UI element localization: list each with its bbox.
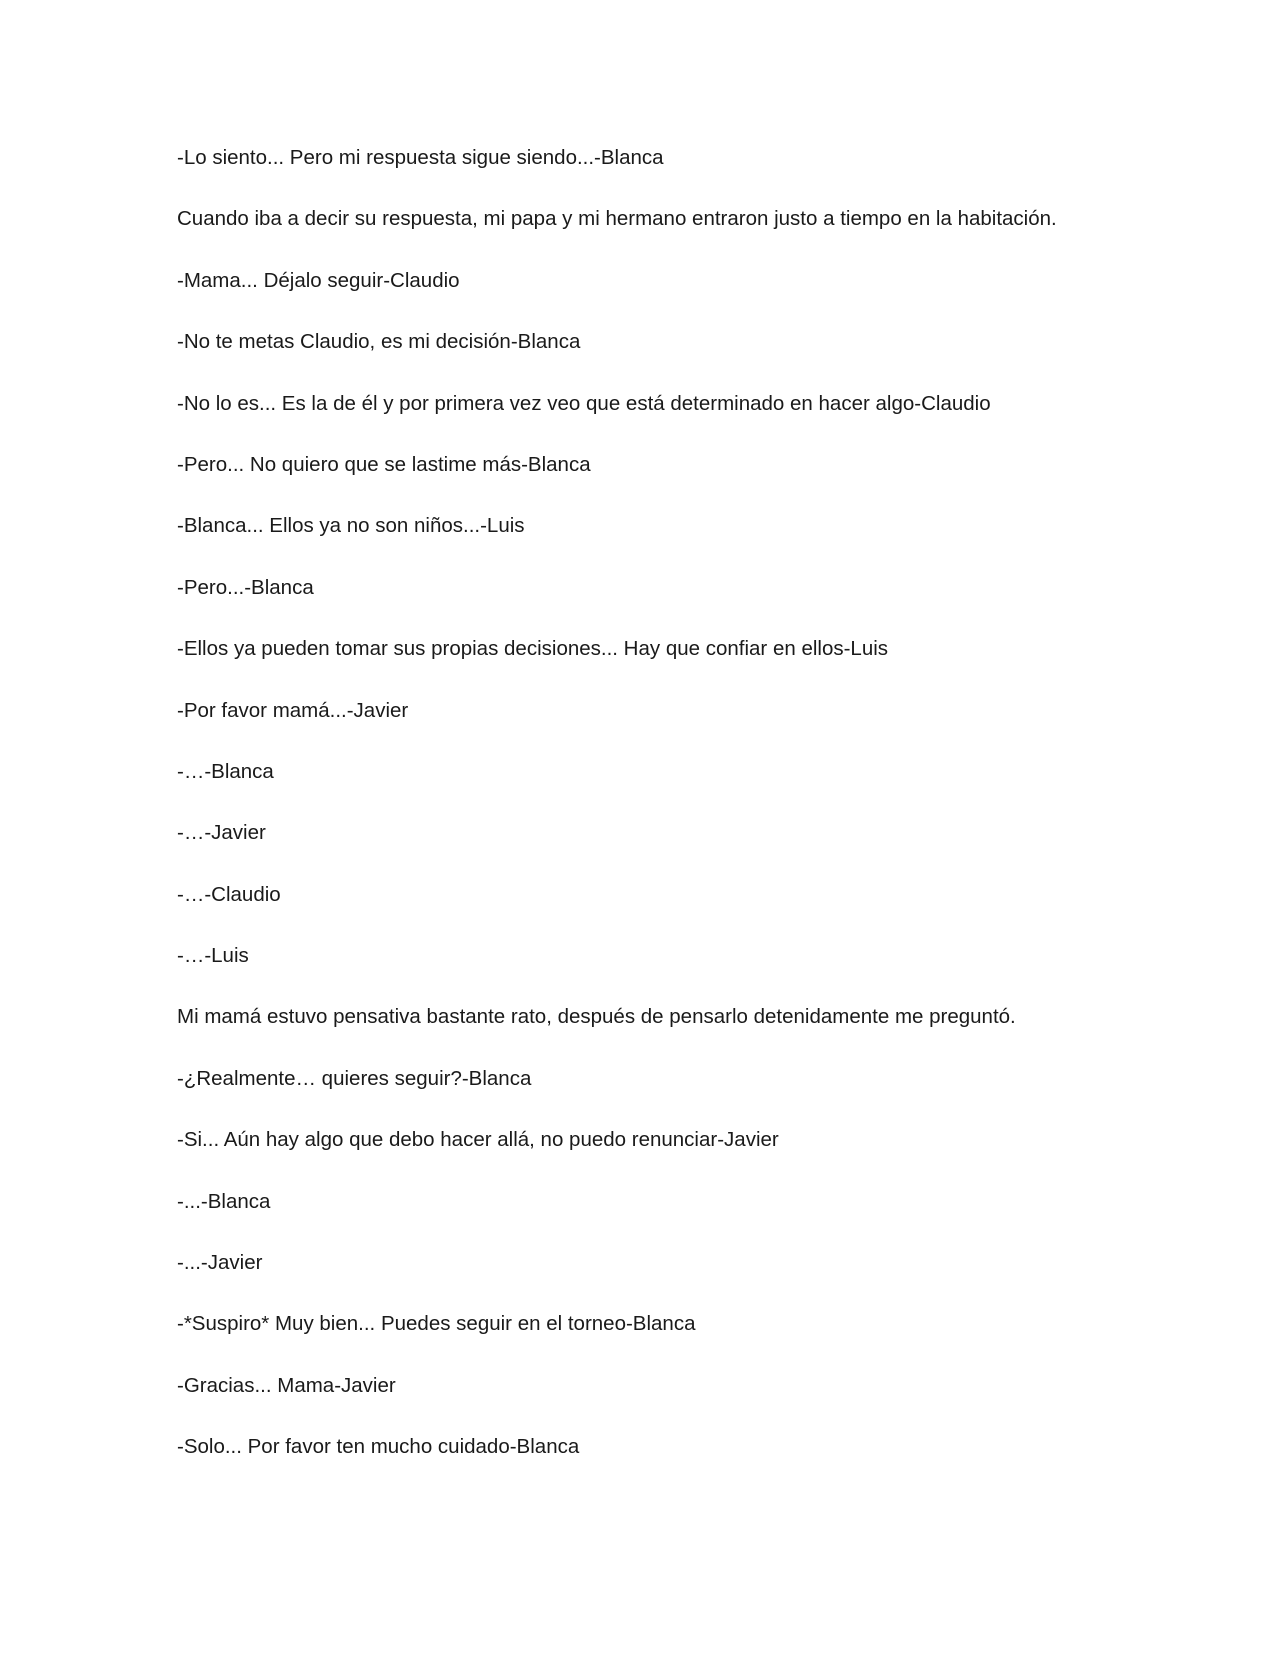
document-body — [177, 146, 1177, 1497]
text-line: Mi mamá estuvo pensativa bastante rato, después de pensarlo detenidamente me preguntó. — [177, 1005, 1016, 1029]
text-line: -Gracias... Mama-Javier — [177, 1373, 396, 1397]
text-line: -…-Claudio — [177, 882, 281, 906]
text-line: -Pero... No quiero que se lastime más-Blanca — [177, 452, 591, 476]
text-line: -*Suspiro* Muy bien... Puedes seguir en el torneo-Blanca — [177, 1312, 696, 1336]
text-line: -No lo es... Es la de él y por primera vez veo que está determinado en hacer algo-Claudio — [177, 391, 991, 415]
text-line: -Por favor mamá...-Javier — [177, 698, 409, 722]
text-line: -...-Javier — [177, 1251, 263, 1275]
text-line: -Solo... Por favor ten mucho cuidado-Blanca — [177, 1435, 580, 1459]
text-line: -Pero...-Blanca — [177, 575, 314, 599]
text-line: -…-Luis — [177, 944, 249, 968]
text-line: -Lo siento... Pero mi respuesta sigue siendo...-Blanca — [177, 146, 664, 169]
text-line: -Si... Aún hay algo que debo hacer allá, no puedo renunciar-Javier — [177, 1128, 779, 1152]
text-line: -…-Javier — [177, 821, 266, 845]
text-line: -…-Blanca — [177, 759, 274, 783]
text-line: -¿Realmente… quieres seguir?-Blanca — [177, 1066, 532, 1090]
text-line: -Mama... Déjalo seguir-Claudio — [177, 268, 460, 292]
text-line: -Ellos ya pueden tomar sus propias decisiones... Hay que confiar en ellos-Luis — [177, 637, 889, 661]
text-line: -...-Blanca — [177, 1189, 271, 1213]
text-line: Cuando iba a decir su respuesta, mi papa y mi hermano entraron justo a tiempo en la habitación. — [177, 207, 1057, 231]
text-line: -Blanca... Ellos ya no son niños...-Luis — [177, 514, 525, 538]
text-line: -No te metas Claudio, es mi decisión-Blanca — [177, 330, 581, 354]
